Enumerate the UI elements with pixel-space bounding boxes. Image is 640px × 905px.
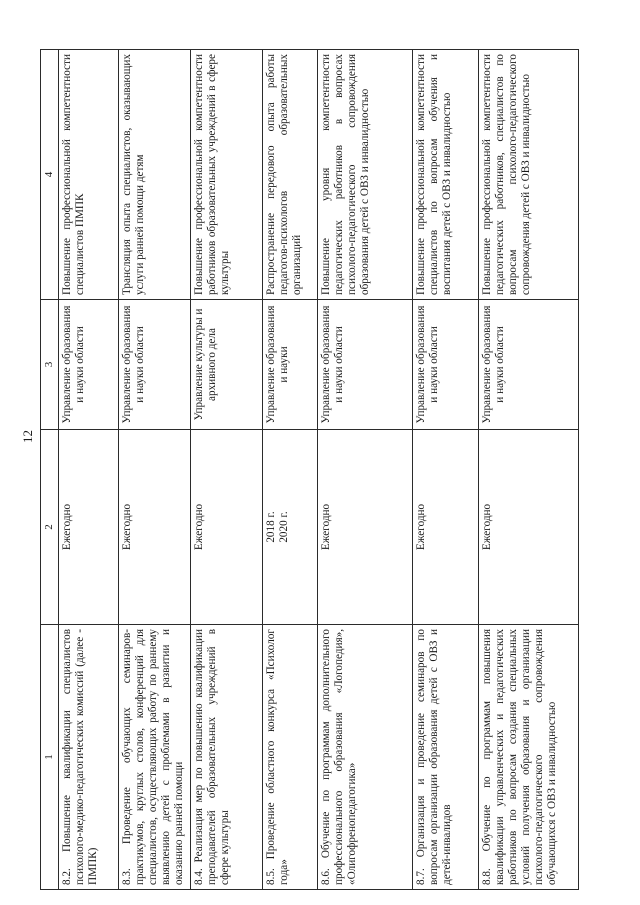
table-row [318,50,413,890]
measure-cell: 8.2. Повышение квалификации специалистов психолого-медико-педагогических комиссий (далее - ПМПК) [59,625,119,890]
table-row [59,50,119,890]
rotated-table-container [40,50,625,890]
measures-table [40,49,579,890]
term-cell: Ежегодно [191,430,263,625]
result-cell: Повышение профессиональной компетентности работников образовательных учреждений в сфере культуры [191,50,263,300]
measure-cell: 8.3. Проведение обучающих семинаров-практикумов, круглых столов, конференций для специалистов, осуществляющих работу по раннему выявлению детей с проблемами в развитии и оказанию ранней помощи [119,625,191,890]
measure-cell: 8.6. Обучение по программам дополнительного профессионального образования «Логопедия», «Олигофренопедагогика» [318,625,413,890]
responsible-cell: Управление образования и науки [263,300,318,430]
result-cell: Повышение профессиональной компетентности специалистов ПМПК [59,50,119,300]
column-header-1: 1 [41,625,59,890]
measure-cell: 8.8. Обучение по программам повышения квалификации управленческих и педагогических работников по вопросам создания специальных условий получения образования и организации психолого-педагогического сопровождения обучающихся с ОВЗ и инвалидностью [479,625,579,890]
result-cell: Трансляция опыта специалистов, оказывающих услуги ранней помощи детям [119,50,191,300]
term-year: 2018 г. [265,511,277,543]
result-cell: Распространение передового опыта работы педагогов-психологов образовательных организаций [263,50,318,300]
term-year: 2020 г. [278,511,290,543]
column-header-4: 4 [41,50,59,300]
result-cell: Повышение профессиональной компетентности педагогических работников, специалистов по вопросам психолого-педагогического сопровождения детей с ОВЗ и инвалидностью [479,50,579,300]
column-header-2: 2 [41,430,59,625]
column-header-3: 3 [41,300,59,430]
term-cell: Ежегодно [59,430,119,625]
table-row [119,50,191,890]
table-row [191,50,263,890]
responsible-cell: Управление образования и науки области [59,300,119,430]
page-number: 12 [20,430,35,443]
table-row [413,50,479,890]
responsible-cell: Управление образования и науки области [479,300,579,430]
result-cell: Повышение профессиональной компетентности специалистов по вопросам обучения и воспитания детей с ОВЗ и инвалидностью [413,50,479,300]
term-cell: Ежегодно [479,430,579,625]
measure-cell: 8.5. Проведение областного конкурса «Психолог года» [263,625,318,890]
result-cell: Повышение уровня компетентности педагогических работников в вопросах психолого-педагогического сопровождения образования детей с ОВЗ и инвалидностью [318,50,413,300]
measure-cell: 8.7. Организация и проведение семинаров по вопросам организации образования детей с ОВЗ и детей-инвалидов [413,625,479,890]
table-row [479,50,579,890]
measure-cell: 8.4. Реализация мер по повышению квалификации преподавателей образовательных учреждений в сфере культуры [191,625,263,890]
term-cell [263,430,318,625]
responsible-cell: Управление культуры и архивного дела [191,300,263,430]
term-cell: Ежегодно [119,430,191,625]
term-cell: Ежегодно [318,430,413,625]
table-row [263,50,318,890]
term-cell: Ежегодно [413,430,479,625]
responsible-cell: Управление образования и науки области [318,300,413,430]
table-header-row [41,50,59,890]
responsible-cell: Управление образования и науки области [119,300,191,430]
responsible-cell: Управление образования и науки области [413,300,479,430]
